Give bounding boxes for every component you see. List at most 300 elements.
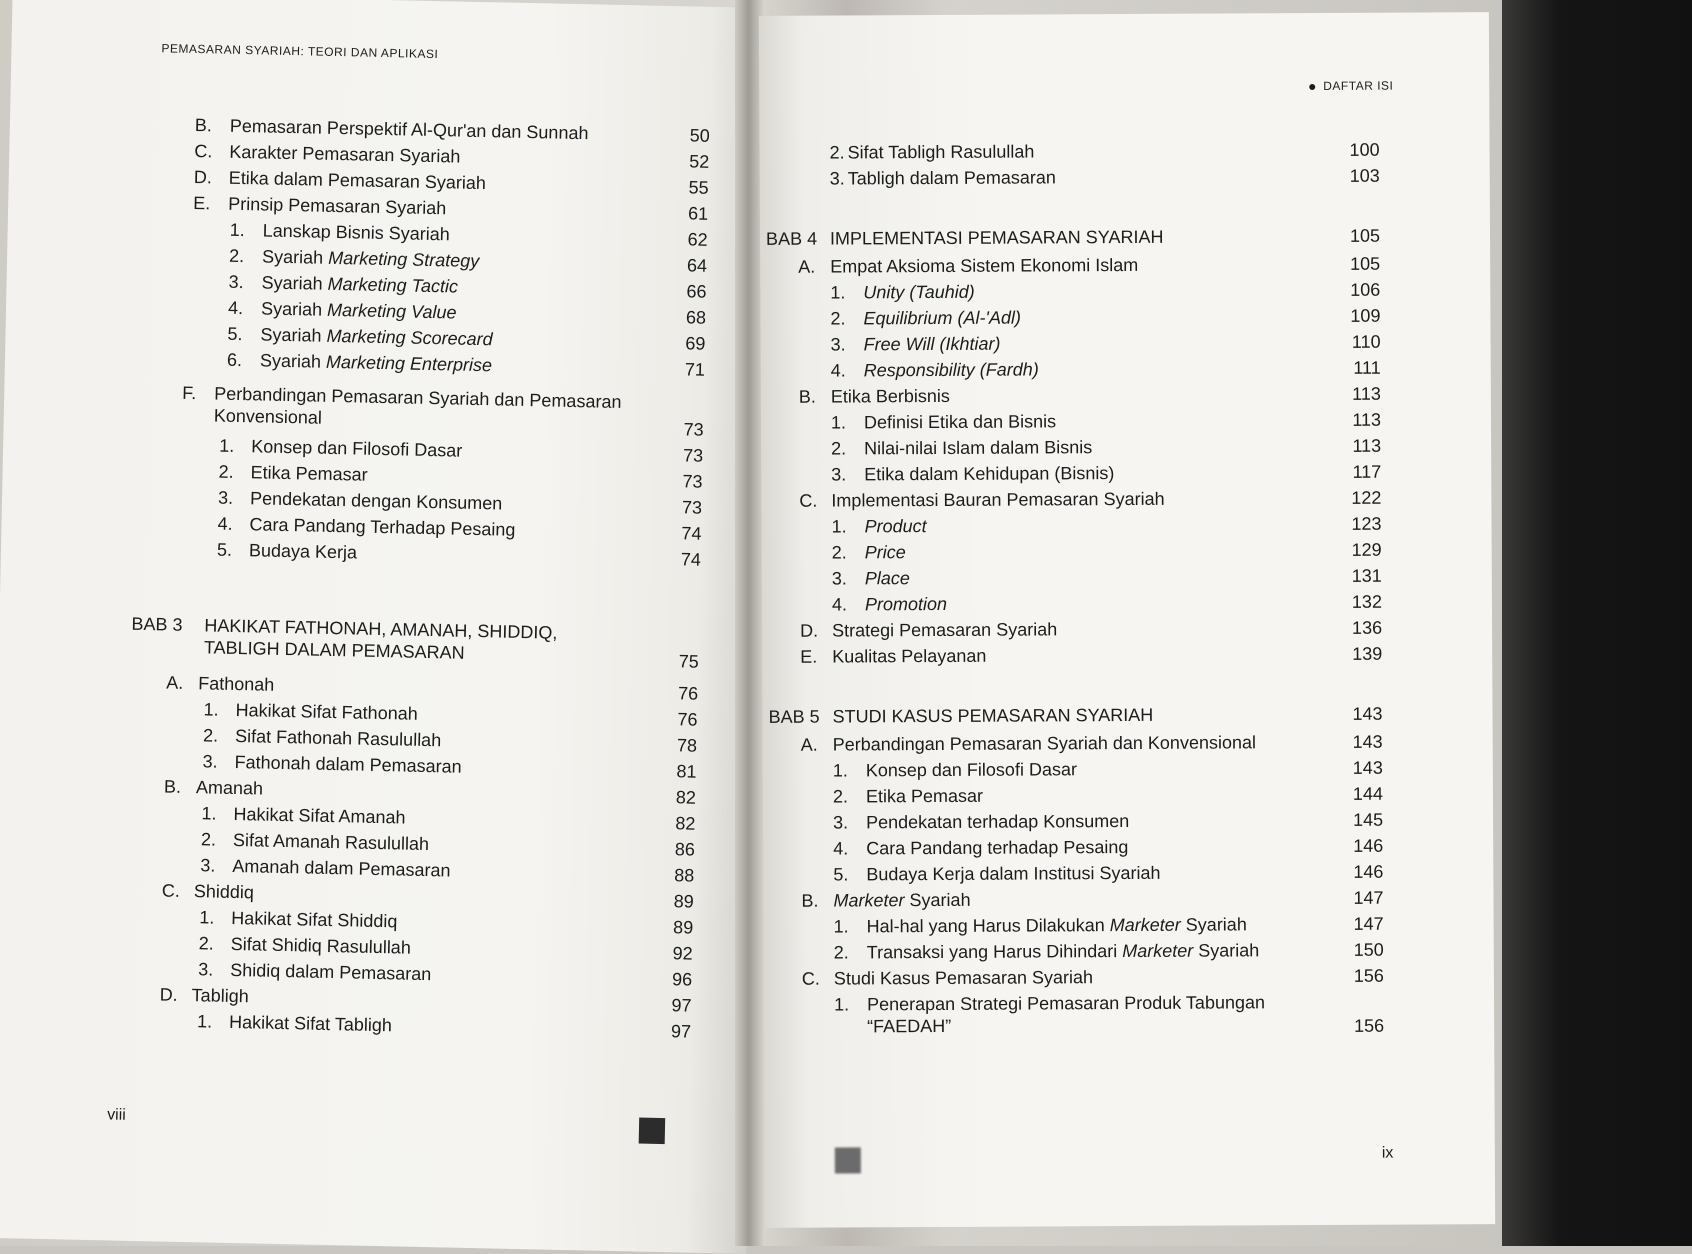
toc-title-part: Sifat Shidiq Rasulullah [230,933,412,958]
toc-page-number: 75 [678,651,699,672]
toc-page-number: 74 [680,549,702,570]
toc-title-part: Studi Kasus Pemasaran Syariah [833,967,1094,989]
toc-entry [227,349,493,377]
toc-page-number: 97 [671,995,692,1016]
toc-entry-label: 1. [830,282,846,303]
toc-entry-label: 2. [829,142,845,163]
toc-entry-label: 4. [217,513,233,534]
toc-entry [768,704,1153,728]
toc-entry [194,166,487,194]
toc-entry-title [832,645,986,668]
toc-title-part: Syariah [1180,914,1247,935]
toc-page-number: 109 [1350,305,1381,326]
toc-title-part: Syariah [259,350,327,372]
toc-entry-title [260,323,493,350]
toc-entry [802,966,1093,990]
toc-entry-label: 1. [833,916,849,937]
toc-title-part: Transaksi yang Harus Dihindari [866,941,1123,963]
toc-entry-title [231,907,398,932]
toc-entry-label: 2. [202,725,219,746]
toc-page-number: 113 [1352,383,1381,404]
toc-title-part: Marketing Enterprise [325,351,493,376]
toc-entry-title [864,436,1092,459]
toc-entry [766,226,1164,250]
toc-entry [227,323,493,351]
toc-entry-label: 1. [203,699,219,720]
toc-entry-title [235,699,418,725]
toc-page-number: 131 [1351,565,1382,586]
toc-entry [834,939,1260,963]
toc-entry [833,758,1077,781]
scanner-dark-edge [1502,0,1692,1246]
toc-page-number: 156 [1354,1015,1385,1036]
toc-entry [801,889,970,912]
toc-entry-title [865,541,906,563]
toc-title-part: Syariah [260,298,328,320]
toc-entry-label: D. [159,984,178,1005]
toc-entry-title [866,862,1160,886]
toc-entry-label: A. [798,256,816,277]
toc-entry [800,645,986,668]
toc-title-continuation: TABLIGH DALAM PEMASARAN [203,637,465,663]
toc-entry-title [230,115,589,145]
toc-entry-title [249,513,515,541]
toc-entry-title [866,810,1129,833]
toc-page-number: 105 [1350,253,1381,274]
toc-page-number: 68 [685,307,707,328]
toc-page-number: 100 [1349,139,1380,160]
toc-page-number: 106 [1350,279,1381,300]
toc-title-part: Syariah [261,272,328,294]
toc-title-part: Sifat Fathonah Rasulullah [234,725,442,751]
toc-page-number: 69 [685,333,706,354]
toc-entry-label: 5. [227,323,243,345]
toc-entry [831,410,1056,433]
toc-page-number: 82 [675,813,696,834]
toc-entry-label: 3. [833,812,849,833]
toc-page-number: 122 [1351,487,1382,508]
toc-title-part: Etika Berbisnis [830,385,950,407]
toc-title-part: Prinsip Pemasaran Syariah [228,193,447,219]
toc-entry-title [196,776,263,799]
toc-entry [201,802,406,828]
toc-entry-title [867,939,1260,963]
toc-entry-label: 2. [832,786,849,807]
toc-entry [198,958,432,985]
toc-entry-title [833,889,970,912]
toc-title-part: Place [864,568,910,589]
toc-page-number: 113 [1352,435,1382,456]
toc-entry [800,618,1057,641]
toc-entry-label: A. [166,672,184,693]
toc-entry [199,906,398,932]
toc-entry-title [233,803,406,829]
toc-entry-label: D. [800,620,819,641]
toc-entry-title [865,593,947,615]
toc-page-number: 73 [682,445,704,466]
toc-entry-title [235,725,442,751]
toc-title-part: Hakikat Sifat Tabligh [228,1011,393,1036]
toc-entry-title [261,271,458,297]
toc-entry-label: 1. [833,994,850,1015]
toc-title-part: Shiddiq [193,881,255,903]
toc-entry-label: 5. [833,864,849,885]
toc-title-part: Marketing Tactic [327,273,459,297]
toc-entry [229,219,450,246]
toc-entry [194,140,461,168]
toc-entry [131,613,558,666]
toc-entry-title [232,855,451,882]
toc-entry [166,672,274,696]
toc-page-number: 147 [1353,887,1384,908]
toc-entry-label: 1. [201,803,217,824]
toc-title-part: Marketer [1109,914,1181,936]
toc-entry-label: 2. [831,542,847,563]
toc-title-part: Kualitas Pelayanan [832,645,987,667]
toc-entry-title [262,219,450,245]
toc-title-part: Syariah [261,246,329,268]
toc-page-number: 143 [1352,703,1383,724]
toc-title-part: Budaya Kerja [248,540,358,563]
toc-entry-label: 3. [830,334,846,355]
toc-entry [197,1010,392,1036]
toc-title-part: Strategi Pemasaran Syariah [832,619,1058,641]
toc-entry-title [231,933,412,959]
toc-page-number: 86 [674,839,696,860]
toc-entry-title [866,836,1128,859]
toc-entry [798,254,1138,278]
toc-entry-title [865,567,910,589]
toc-entry [833,810,1129,834]
toc-entry-label: C. [801,968,820,989]
toc-title-part: Etika Pemasar [250,462,368,485]
toc-title-part: Unity (Tauhid) [863,281,975,303]
toc-title-part: Hakikat Sifat Amanah [233,803,406,828]
toc-entry [219,435,463,462]
toc-entry-title [198,672,275,696]
toc-title-part: Responsibility (Fardh) [863,359,1039,381]
toc-entry-label: 1. [229,219,245,241]
toc-entry-title [251,435,463,461]
toc-entry-title [228,193,447,220]
toc-entry [217,513,515,541]
toc-entry-title [233,829,430,855]
toc-entry-label: B. [801,890,819,911]
toc-entry-title [832,704,1153,728]
toc-title-part: Product [864,516,927,537]
toc-title-part: Syariah [904,889,971,911]
toc-entry-label: E. [800,646,818,667]
toc-page-number: 136 [1351,617,1383,638]
toc-title-part: Etika dalam Kehidupan (Bisnis) [864,463,1115,485]
toc-title-part: Tabligh dalam Pemasaran [847,167,1056,189]
toc-page-number: 71 [684,359,706,380]
toc-page-number: 76 [677,683,699,704]
toc-entry-label: 4. [227,297,244,319]
toc-entry [193,192,447,219]
toc-entry-title [830,226,1164,250]
toc-entry-label: 3. [831,568,847,589]
toc-title-part: Penerapan Strategi Pemasaran Produk Tabungan [866,992,1266,1015]
toc-entry-title [204,614,558,665]
toc-title-part: Amanah dalam Pemasaran [232,855,451,881]
toc-page-number: 123 [1351,513,1382,534]
right-thumb-index-mark [835,1147,861,1173]
toc-entry-label: 1. [831,516,847,537]
toc-entry-title [864,358,1039,381]
toc-page-number: 73 [681,497,703,518]
toc-entry [830,281,975,304]
toc-entry [830,307,1021,330]
toc-entry-label: BAB 5 [768,706,820,727]
toc-page-number: 143 [1352,757,1383,778]
toc-entry-title [864,333,1001,356]
toc-entry-label: 5. [216,539,233,560]
toc-entry-title [864,410,1056,433]
toc-entry [830,166,1056,189]
toc-entry [203,724,442,751]
toc-entry [831,333,1001,356]
toc-title-part: Perbandingan Pemasaran Syariah dan Pemasaran [214,383,622,413]
toc-entry-label: 3. [829,168,845,189]
toc-entry-title [867,991,1265,1037]
toc-entry [832,567,910,589]
toc-entry-title [848,140,1035,163]
toc-page-number: 146 [1353,861,1384,882]
toc-title-part: Cara Pandang Terhadap Pesaing [249,514,516,540]
toc-entry-label: E. [193,193,211,214]
toc-entry [159,983,248,1007]
toc-entry-title [250,487,503,514]
right-running-head [1309,79,1393,93]
toc-entry [832,541,906,563]
toc-title-part: Price [864,542,906,563]
toc-entry [228,297,457,324]
toc-page-number: 96 [671,969,693,990]
toc-entry [831,436,1092,459]
toc-page-number: 156 [1353,965,1384,986]
toc-entry-title [230,959,432,985]
toc-entry-title [214,382,622,435]
toc-entry-label: 3. [831,464,847,485]
toc-entry-label: 1. [218,435,235,456]
toc-title-part: Tabligh [191,985,249,1007]
toc-entry-title [866,758,1077,781]
toc-title-part: Etika dalam Pemasaran Syariah [228,167,487,194]
toc-entry [799,488,1164,512]
toc-entry-title [834,966,1093,989]
toc-title-continuation: Konvensional [213,405,323,428]
toc-entry-label: 4. [831,594,848,615]
right-running-head-text: DAFTAR ISI [1323,78,1394,93]
toc-entry-label: B. [798,386,816,407]
toc-entry-label: C. [161,880,181,901]
toc-entry-title [234,751,462,778]
left-thumb-index-mark [639,1118,666,1145]
toc-page-number: 50 [689,125,711,146]
toc-entry-label: F. [182,382,197,404]
toc-entry-title [831,385,950,408]
toc-page-number: 55 [688,177,709,198]
toc-entry [801,731,1256,755]
toc-title-part: STUDI KASUS PEMASARAN SYARIAH [832,704,1154,727]
toc-entry-label: 1. [196,1011,213,1032]
toc-entry-title [229,141,461,168]
toc-title-part: Budaya Kerja dalam Institusi Syariah [866,862,1161,885]
toc-entry-title [191,984,248,1007]
toc-entry-title [261,297,457,323]
toc-entry-title [864,462,1114,485]
toc-title-part: Marketing Scorecard [326,325,493,350]
toc-entry-label: 3. [202,751,218,772]
toc-title-part: Free Will (Ikhtiar) [863,333,1001,355]
toc-page-number: 73 [683,419,704,440]
toc-entry-label: D. [193,167,213,188]
toc-title-part: Etika Pemasar [865,785,984,807]
toc-entry [229,245,480,272]
toc-title-part: Definisi Etika dan Bisnis [863,411,1057,433]
toc-entry-label: 2. [228,245,245,267]
toc-entry-label: B. [194,115,213,136]
toc-title-part: Nilai-nilai Islam dalam Bisnis [864,437,1093,459]
toc-entry [833,785,983,808]
toc-page-number: 62 [687,229,708,250]
toc-title-part: Hal-hal yang Harus Dilakukan [866,915,1110,937]
toc-entry-label: C. [799,490,818,511]
toc-entry-title [866,785,983,808]
toc-title-part: Marketing Strategy [327,247,480,272]
toc-entry-label: 1. [832,760,848,781]
toc-entry-title [867,913,1247,937]
toc-entry-label: 1. [830,412,847,433]
toc-entry-label: 4. [833,838,849,859]
toc-page-number: 129 [1351,539,1382,560]
toc-page-number: 89 [672,917,694,938]
toc-entry [832,593,947,616]
toc-entry [182,382,622,435]
toc-page-number: 145 [1352,809,1384,830]
toc-page-number: 78 [676,735,698,756]
toc-title-part: Marketer [1122,940,1194,962]
toc-title-part: Karakter Pemasaran Syariah [229,141,461,167]
toc-entry-title [833,731,1256,755]
toc-page-number: 132 [1351,591,1382,612]
toc-title-part: Marketing Value [326,299,457,323]
toc-page-number: 143 [1352,731,1383,752]
toc-entry [218,461,367,486]
toc-entry-title [229,167,487,194]
toc-title-part: Syariah [1193,940,1260,961]
toc-title-part: Amanah [195,777,264,799]
toc-page-number: 73 [682,471,703,492]
toc-page-number: 144 [1352,783,1383,804]
toc-entry [834,913,1247,937]
toc-page-number: 147 [1353,913,1384,934]
toc-page-number: 74 [681,523,702,544]
toc-title-part: Konsep dan Filosofi Dasar [865,759,1077,781]
toc-title-part: Pendekatan terhadap Konsumen [866,810,1130,833]
toc-title-part: Sifat Tabligh Rasulullah [847,141,1035,163]
toc-entry [799,385,950,408]
toc-entry-label: C. [194,141,213,162]
toc-entry [218,487,503,515]
toc-page-number: 82 [675,787,697,808]
toc-entry-title [260,349,493,376]
toc-page-number: 92 [672,943,693,964]
toc-entry-title [863,281,975,304]
toc-title-part: Hakikat Sifat Fathonah [235,700,418,724]
toc-entry-label: 2. [218,461,234,482]
toc-entry-title [830,254,1138,278]
toc-entry-label: 3. [198,959,214,980]
toc-entry [203,698,418,724]
toc-page-number: 103 [1349,165,1380,186]
toc-entry-label: A. [800,734,818,755]
toc-entry [217,539,358,564]
bullet-icon [1309,84,1315,90]
toc-title-part: Pemasaran Perspektif Al-Qur'an dan Sunnah [229,115,589,144]
toc-entry-title [864,515,926,537]
toc-entry [162,879,254,903]
toc-entry [195,114,589,144]
toc-title-part: Pendekatan dengan Konsumen [249,488,503,514]
toc-entry [228,271,458,298]
toc-title-part: HAKIKAT FATHONAH, AMANAH, SHIDDIQ, [204,615,558,643]
toc-entry [833,836,1128,860]
toc-entry-label: 2. [200,829,217,850]
toc-entry-title [863,307,1021,330]
toc-entry-title [832,618,1057,641]
toc-title-part: Sifat Amanah Rasulullah [232,829,430,855]
toc-page-number: 110 [1351,331,1381,352]
toc-entry-label: 2. [830,308,846,329]
toc-page-number: 97 [670,1021,692,1042]
toc-entry [201,828,430,855]
toc-entry-label: BAB 4 [765,228,818,249]
toc-entry-label: 2. [833,942,849,963]
toc-entry-label: BAB 3 [131,613,183,635]
toc-entry-label: 3. [200,855,216,876]
toc-title-part: Fathonah dalam Pemasaran [234,751,462,777]
toc-page-number: 88 [674,865,695,886]
toc-entry-title [848,166,1056,189]
toc-page-number: 64 [686,255,708,276]
toc-entry-title [249,539,358,563]
toc-entry [831,358,1039,381]
toc-title-part: Fathonah [198,673,275,695]
toc-page-number: 117 [1352,461,1382,482]
toc-page-number: 105 [1349,225,1381,246]
toc-page-number: 66 [686,281,707,302]
toc-entry [200,854,451,881]
toc-page-number: 146 [1353,835,1384,856]
toc-title-part: Perbandingan Pemasaran Syariah dan Konvensional [832,732,1257,755]
toc-entry [834,991,1265,1037]
toc-page-number: 150 [1353,939,1384,960]
toc-page-number: 52 [689,151,710,172]
toc-title-part: Equilibrium (Al-'Adl) [863,307,1021,329]
toc-page-number: 113 [1352,409,1382,430]
right-page [759,12,1495,1228]
toc-entry-title [194,880,254,903]
left-running-head: PEMASARAN SYARIAH: TEORI DAN APLIKASI [161,41,439,62]
toc-entry-title [229,1011,392,1036]
toc-title-part: IMPLEMENTASI PEMASARAN SYARIAH [829,226,1164,249]
toc-title-part: Promotion [864,593,948,615]
toc-title-continuation: “FAEDAH” [867,1015,952,1037]
toc-entry [830,140,1035,163]
left-page [0,0,772,1254]
